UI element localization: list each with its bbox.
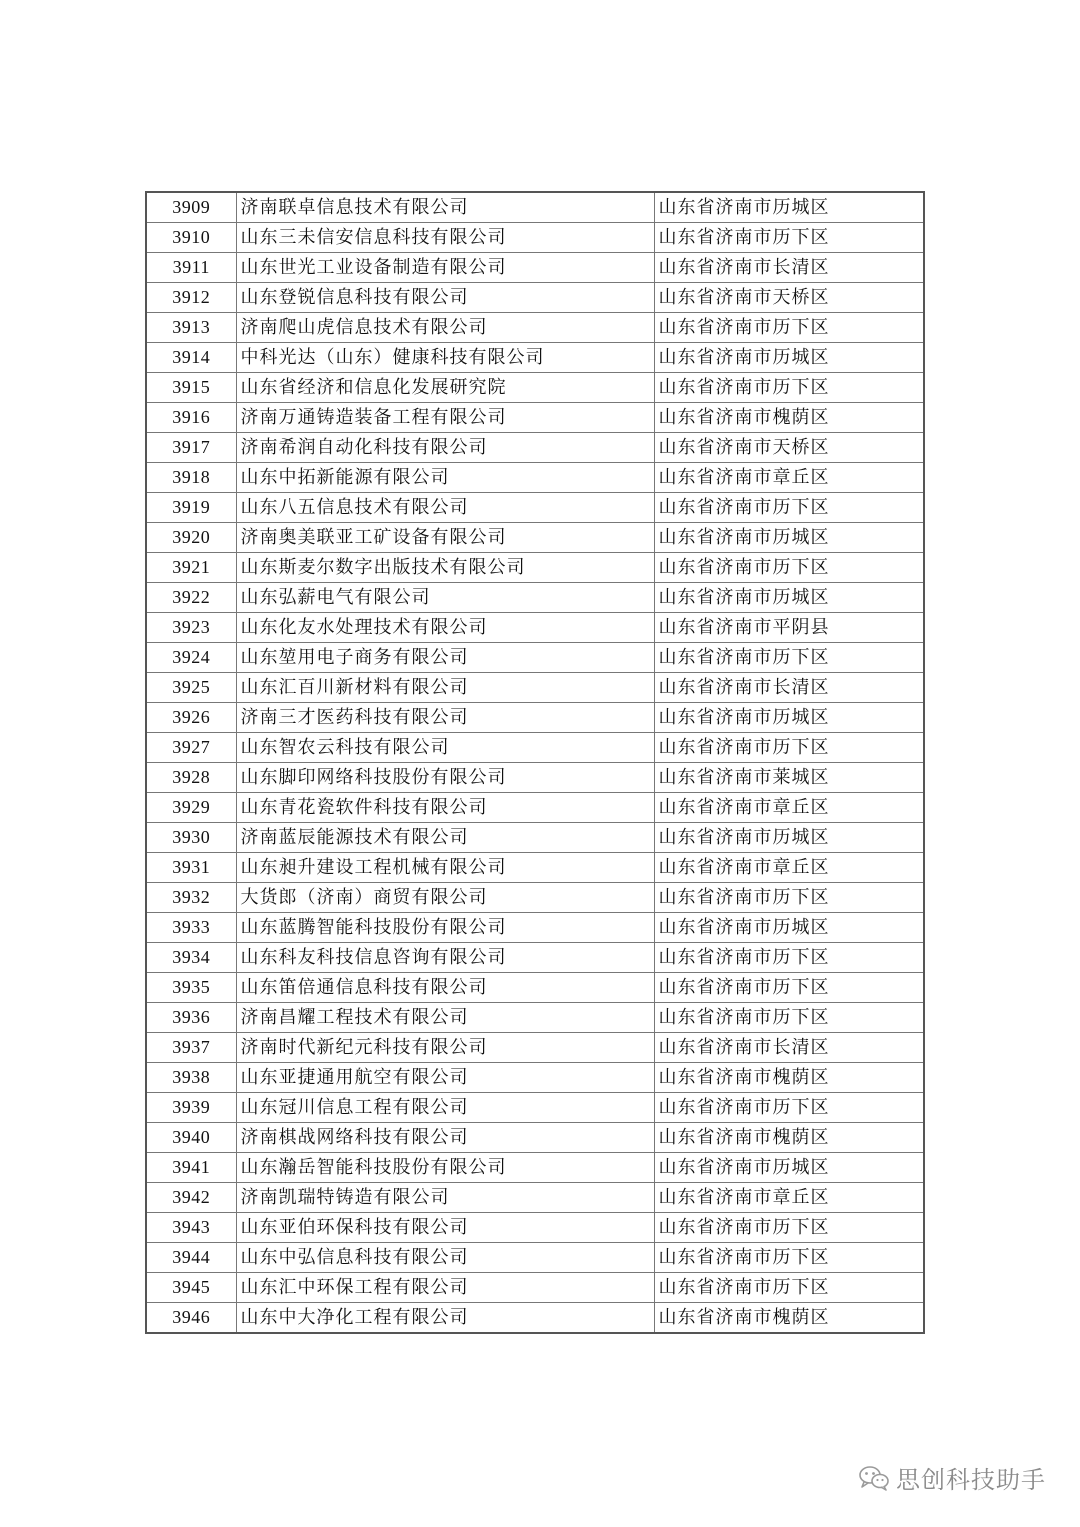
table-row bbox=[146, 853, 924, 883]
row-number: 3945 bbox=[146, 1273, 236, 1303]
table-row bbox=[146, 1273, 924, 1303]
table-row bbox=[146, 433, 924, 463]
row-number: 3928 bbox=[146, 763, 236, 793]
company-name: 山东省经济和信息化发展研究院 bbox=[236, 373, 654, 403]
company-name: 山东三未信安信息科技有限公司 bbox=[236, 223, 654, 253]
row-number: 3909 bbox=[146, 192, 236, 223]
row-number: 3942 bbox=[146, 1183, 236, 1213]
row-number: 3923 bbox=[146, 613, 236, 643]
company-name: 山东弘薪电气有限公司 bbox=[236, 583, 654, 613]
table-row bbox=[146, 1213, 924, 1243]
table-row bbox=[146, 613, 924, 643]
company-name: 济南联卓信息技术有限公司 bbox=[236, 192, 654, 223]
table-row bbox=[146, 973, 924, 1003]
row-number: 3911 bbox=[146, 253, 236, 283]
company-name: 大货郎（济南）商贸有限公司 bbox=[236, 883, 654, 913]
company-name: 济南时代新纪元科技有限公司 bbox=[236, 1033, 654, 1063]
row-number: 3937 bbox=[146, 1033, 236, 1063]
table-row bbox=[146, 343, 924, 373]
row-number: 3915 bbox=[146, 373, 236, 403]
company-address: 山东省济南市历下区 bbox=[654, 1243, 924, 1273]
company-address: 山东省济南市长清区 bbox=[654, 253, 924, 283]
row-number: 3930 bbox=[146, 823, 236, 853]
row-number: 3929 bbox=[146, 793, 236, 823]
company-address: 山东省济南市平阴县 bbox=[654, 613, 924, 643]
company-address: 山东省济南市历下区 bbox=[654, 973, 924, 1003]
company-name: 山东脚印网络科技股份有限公司 bbox=[236, 763, 654, 793]
table-row bbox=[146, 1303, 924, 1334]
row-number: 3919 bbox=[146, 493, 236, 523]
company-name: 山东化友水处理技术有限公司 bbox=[236, 613, 654, 643]
company-address: 山东省济南市章丘区 bbox=[654, 853, 924, 883]
row-number: 3913 bbox=[146, 313, 236, 343]
company-name: 山东汇百川新材料有限公司 bbox=[236, 673, 654, 703]
watermark bbox=[858, 1460, 1046, 1495]
company-address: 山东省济南市历城区 bbox=[654, 913, 924, 943]
watermark-text: 思创科技助手 bbox=[896, 1466, 1046, 1494]
table-row bbox=[146, 403, 924, 433]
company-name: 山东青花瓷软件科技有限公司 bbox=[236, 793, 654, 823]
company-address: 山东省济南市历下区 bbox=[654, 1093, 924, 1123]
table-row bbox=[146, 1183, 924, 1213]
company-address: 山东省济南市历下区 bbox=[654, 643, 924, 673]
row-number: 3917 bbox=[146, 433, 236, 463]
company-name: 山东智农云科技有限公司 bbox=[236, 733, 654, 763]
table-row bbox=[146, 1123, 924, 1153]
table-row bbox=[146, 913, 924, 943]
table-row bbox=[146, 1033, 924, 1063]
company-name: 山东世光工业设备制造有限公司 bbox=[236, 253, 654, 283]
company-name: 济南凯瑞特铸造有限公司 bbox=[236, 1183, 654, 1213]
company-address: 山东省济南市历下区 bbox=[654, 943, 924, 973]
company-address: 山东省济南市历城区 bbox=[654, 1153, 924, 1183]
company-address: 山东省济南市历下区 bbox=[654, 1003, 924, 1033]
table-row bbox=[146, 1243, 924, 1273]
table-row bbox=[146, 763, 924, 793]
company-name: 山东瀚岳智能科技股份有限公司 bbox=[236, 1153, 654, 1183]
table-row bbox=[146, 253, 924, 283]
table-row bbox=[146, 643, 924, 673]
company-address: 山东省济南市历下区 bbox=[654, 553, 924, 583]
table-row bbox=[146, 313, 924, 343]
row-number: 3931 bbox=[146, 853, 236, 883]
company-address: 山东省济南市历城区 bbox=[654, 703, 924, 733]
company-address: 山东省济南市历城区 bbox=[654, 823, 924, 853]
row-number: 3912 bbox=[146, 283, 236, 313]
row-number: 3922 bbox=[146, 583, 236, 613]
company-name: 山东中弘信息科技有限公司 bbox=[236, 1243, 654, 1273]
row-number: 3933 bbox=[146, 913, 236, 943]
row-number: 3932 bbox=[146, 883, 236, 913]
company-name: 济南万通铸造装备工程有限公司 bbox=[236, 403, 654, 433]
company-address: 山东省济南市历城区 bbox=[654, 192, 924, 223]
company-name: 山东昶升建设工程机械有限公司 bbox=[236, 853, 654, 883]
company-name: 山东亚捷通用航空有限公司 bbox=[236, 1063, 654, 1093]
row-number: 3946 bbox=[146, 1303, 236, 1334]
row-number: 3936 bbox=[146, 1003, 236, 1033]
row-number: 3921 bbox=[146, 553, 236, 583]
company-address: 山东省济南市历下区 bbox=[654, 223, 924, 253]
company-name: 山东蓝腾智能科技股份有限公司 bbox=[236, 913, 654, 943]
row-number: 3944 bbox=[146, 1243, 236, 1273]
table-row bbox=[146, 583, 924, 613]
company-address: 山东省济南市槐荫区 bbox=[654, 1303, 924, 1334]
company-address: 山东省济南市莱城区 bbox=[654, 763, 924, 793]
table-row bbox=[146, 373, 924, 403]
company-name: 山东八五信息技术有限公司 bbox=[236, 493, 654, 523]
company-table bbox=[145, 191, 925, 1334]
row-number: 3943 bbox=[146, 1213, 236, 1243]
company-address: 山东省济南市章丘区 bbox=[654, 463, 924, 493]
row-number: 3925 bbox=[146, 673, 236, 703]
company-name: 济南棋战网络科技有限公司 bbox=[236, 1123, 654, 1153]
company-address: 山东省济南市历城区 bbox=[654, 343, 924, 373]
row-number: 3940 bbox=[146, 1123, 236, 1153]
company-address: 山东省济南市历城区 bbox=[654, 583, 924, 613]
company-address: 山东省济南市历下区 bbox=[654, 883, 924, 913]
table-row bbox=[146, 733, 924, 763]
company-address: 山东省济南市天桥区 bbox=[654, 283, 924, 313]
table-row bbox=[146, 493, 924, 523]
table-row bbox=[146, 283, 924, 313]
company-address: 山东省济南市天桥区 bbox=[654, 433, 924, 463]
company-address: 山东省济南市历城区 bbox=[654, 523, 924, 553]
row-number: 3924 bbox=[146, 643, 236, 673]
company-name: 山东笛倍通信息科技有限公司 bbox=[236, 973, 654, 1003]
company-address: 山东省济南市章丘区 bbox=[654, 793, 924, 823]
company-name: 济南昌耀工程技术有限公司 bbox=[236, 1003, 654, 1033]
table-row bbox=[146, 1003, 924, 1033]
wechat-icon bbox=[858, 1465, 890, 1491]
row-number: 3939 bbox=[146, 1093, 236, 1123]
company-address: 山东省济南市历下区 bbox=[654, 373, 924, 403]
table-row bbox=[146, 793, 924, 823]
company-address: 山东省济南市历下区 bbox=[654, 1273, 924, 1303]
table-row bbox=[146, 823, 924, 853]
table-row bbox=[146, 192, 924, 223]
company-name: 山东斯麦尔数字出版技术有限公司 bbox=[236, 553, 654, 583]
company-name: 山东中大净化工程有限公司 bbox=[236, 1303, 654, 1334]
company-name: 中科光达（山东）健康科技有限公司 bbox=[236, 343, 654, 373]
table-row bbox=[146, 553, 924, 583]
company-name: 山东堃用电子商务有限公司 bbox=[236, 643, 654, 673]
row-number: 3918 bbox=[146, 463, 236, 493]
company-name: 济南奥美联亚工矿设备有限公司 bbox=[236, 523, 654, 553]
table-row bbox=[146, 673, 924, 703]
table-row bbox=[146, 1093, 924, 1123]
table-row bbox=[146, 463, 924, 493]
row-number: 3926 bbox=[146, 703, 236, 733]
company-address: 山东省济南市槐荫区 bbox=[654, 1123, 924, 1153]
table-row bbox=[146, 943, 924, 973]
company-name: 山东中拓新能源有限公司 bbox=[236, 463, 654, 493]
company-address: 山东省济南市历下区 bbox=[654, 733, 924, 763]
row-number: 3941 bbox=[146, 1153, 236, 1183]
company-address: 山东省济南市槐荫区 bbox=[654, 1063, 924, 1093]
row-number: 3916 bbox=[146, 403, 236, 433]
company-address: 山东省济南市历下区 bbox=[654, 1213, 924, 1243]
company-name: 山东汇中环保工程有限公司 bbox=[236, 1273, 654, 1303]
company-name: 山东登锐信息科技有限公司 bbox=[236, 283, 654, 313]
company-address: 山东省济南市长清区 bbox=[654, 673, 924, 703]
company-name: 山东亚伯环保科技有限公司 bbox=[236, 1213, 654, 1243]
table-row bbox=[146, 223, 924, 253]
table-body bbox=[146, 192, 924, 1333]
row-number: 3910 bbox=[146, 223, 236, 253]
company-name: 济南三才医药科技有限公司 bbox=[236, 703, 654, 733]
row-number: 3914 bbox=[146, 343, 236, 373]
company-name: 济南爬山虎信息技术有限公司 bbox=[236, 313, 654, 343]
company-name: 山东冠川信息工程有限公司 bbox=[236, 1093, 654, 1123]
table-row bbox=[146, 883, 924, 913]
row-number: 3927 bbox=[146, 733, 236, 763]
table-row bbox=[146, 523, 924, 553]
row-number: 3938 bbox=[146, 1063, 236, 1093]
row-number: 3934 bbox=[146, 943, 236, 973]
company-address: 山东省济南市槐荫区 bbox=[654, 403, 924, 433]
table-row bbox=[146, 1063, 924, 1093]
company-name: 济南希润自动化科技有限公司 bbox=[236, 433, 654, 463]
company-address: 山东省济南市长清区 bbox=[654, 1033, 924, 1063]
company-name: 济南蓝辰能源技术有限公司 bbox=[236, 823, 654, 853]
row-number: 3935 bbox=[146, 973, 236, 1003]
row-number: 3920 bbox=[146, 523, 236, 553]
company-address: 山东省济南市历下区 bbox=[654, 313, 924, 343]
company-address: 山东省济南市历下区 bbox=[654, 493, 924, 523]
company-address: 山东省济南市章丘区 bbox=[654, 1183, 924, 1213]
company-name: 山东科友科技信息咨询有限公司 bbox=[236, 943, 654, 973]
table-row bbox=[146, 703, 924, 733]
table-row bbox=[146, 1153, 924, 1183]
